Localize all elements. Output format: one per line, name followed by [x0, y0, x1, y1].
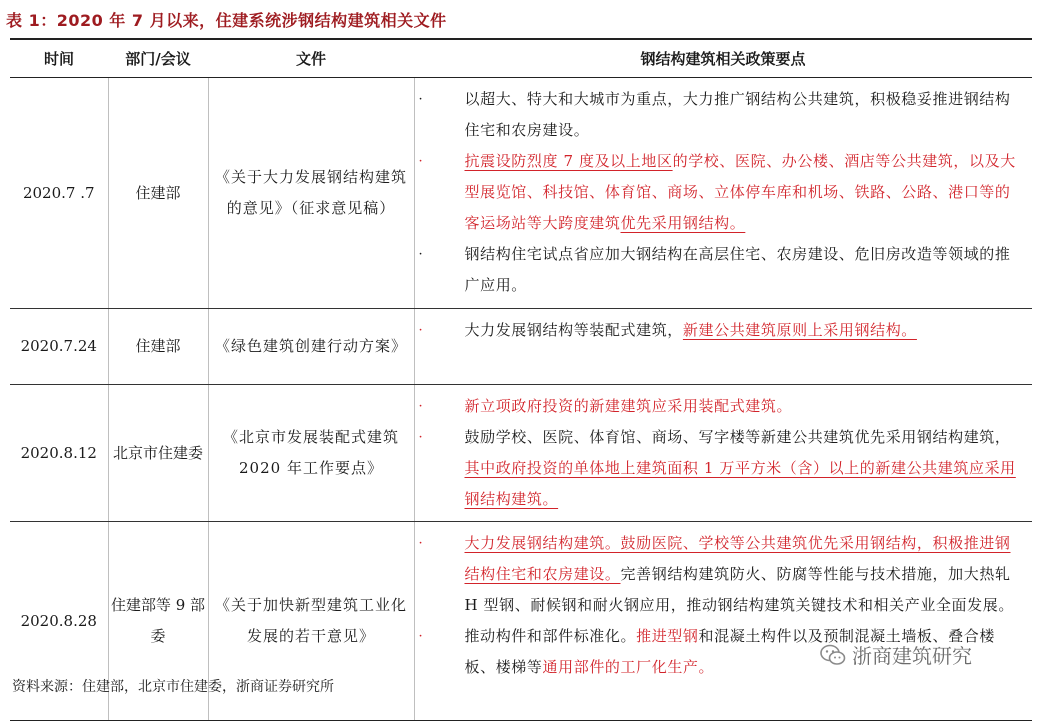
header-points: 钢结构建筑相关政策要点 [414, 39, 1032, 78]
bullet-text-part: 大力发展钢结构建筑。鼓励医院、学校等公共建筑优先采用钢结构，积极推进钢结构住宅和农房建设。 [464, 534, 1011, 583]
bullet-text-part: 新建公共建筑原则上采用钢结构。 [682, 321, 917, 339]
table-row [10, 78, 1032, 309]
wechat-watermark [820, 640, 972, 669]
row-doc: 《北京市发展装配式建筑 2020 年工作要点》 [208, 385, 414, 522]
bullet-text [465, 84, 1019, 146]
wechat-icon [820, 644, 846, 666]
row-points [414, 385, 1032, 522]
row-dept: 北京市住建委 [108, 385, 208, 522]
bullet-text-part: 和混凝土构件以及预制混凝土墙板、叠合楼板、楼梯等 [464, 627, 995, 676]
bullet-dot: · [418, 629, 423, 644]
header-doc: 文件 [208, 39, 414, 78]
bullet-dot: · [418, 430, 423, 445]
row-dept: 住建部 [108, 309, 208, 385]
header-dept: 部门/会议 [108, 39, 208, 78]
bullet-text-part: 鼓励学校、医院、体育馆、商场、写字楼等新建公共建筑优先采用钢结构建筑， [464, 428, 1011, 446]
bullet-dot: · [418, 154, 423, 169]
row-doc: 《关于加快新型建筑工业化发展的若干意见》 [208, 522, 414, 721]
bullet-text [465, 528, 1019, 621]
bullet-text-part: 新立项政府投资的新建建筑应采用装配式建筑。 [464, 397, 793, 415]
bullet-text-part: 通用部件的工厂化生产。 [542, 658, 715, 676]
bullet-dot: · [418, 247, 423, 262]
watermark-text: 浙商建筑研究 [852, 644, 972, 668]
row-dept: 住建部 [108, 78, 208, 309]
table-header-row [10, 39, 1032, 78]
bullet-text-part: 推进型钢 [636, 627, 699, 645]
bullet-dot: · [418, 92, 423, 107]
bullet-dot: · [418, 323, 423, 338]
policy-bullet [415, 146, 1019, 239]
row-points [414, 309, 1032, 385]
table-row [10, 385, 1032, 522]
bullet-text-part: 以超大、特大和大城市为重点，大力推广钢结构公共建筑，积极稳妥推进钢结构住宅和农房建设。 [464, 90, 1011, 139]
policy-bullet [415, 84, 1019, 146]
row-points [414, 522, 1032, 721]
header-time: 时间 [10, 39, 108, 78]
source-note: 资料来源：住建部，北京市住建委，浙商证券研究所 [12, 679, 334, 695]
row-date: 2020.8.28 [10, 522, 108, 721]
bullet-text-part: 优先采用钢结构。 [620, 214, 746, 232]
bullet-text-part: 推动构件和部件标准化。 [464, 627, 637, 645]
row-doc: 《关于大力发展钢结构建筑的意见》（征求意见稿） [208, 78, 414, 309]
bullet-text [465, 315, 1019, 346]
policy-bullet [415, 315, 1019, 346]
bullet-text [465, 391, 1019, 422]
row-dept: 住建部等 9 部委 [108, 522, 208, 721]
table-row [10, 309, 1032, 385]
bullet-text-part: 的学校、医院、办公楼、酒店等公共建筑，以及大型展览馆、科技馆、体育馆、商场、立体停车库和机场、铁路、公路、港口等的客运场站等大跨度建筑 [464, 152, 1016, 232]
bullet-text [465, 146, 1019, 239]
row-date: 2020.7.24 [10, 309, 108, 385]
bullet-text-part: 完善钢结构建筑防火、防腐等性能与技术措施，加大热轧 H 型钢、耐候钢和耐火钢应用，推动钢结构建筑关键技术和相关产业全面发展。 [464, 565, 1014, 614]
bullet-dot: · [418, 399, 423, 414]
row-date: 2020.8.12 [10, 385, 108, 522]
row-points [414, 78, 1032, 309]
bullet-text-part: 钢结构住宅试点省应加大钢结构在高层住宅、农房建设、危旧房改造等领域的推广应用。 [464, 245, 1011, 294]
policy-bullet [415, 391, 1019, 422]
table-title: 表 1：2020 年 7 月以来，住建系统涉钢结构建筑相关文件 [6, 11, 447, 30]
row-date: 2020.7 .7 [10, 78, 108, 309]
bullet-text-part: 其中政府投资的单体地上建筑面积 1 万平方米（含）以上的新建公共建筑应采用钢结构建筑。 [464, 459, 1016, 508]
bullet-text [465, 239, 1019, 301]
bullet-text-part: 抗震设防烈度 7 度及以上地区 [464, 152, 673, 170]
policy-bullet [415, 239, 1019, 301]
policy-bullet [415, 422, 1019, 515]
policy-bullet [415, 528, 1019, 621]
bullet-dot: · [418, 536, 423, 551]
row-doc: 《绿色建筑创建行动方案》 [208, 309, 414, 385]
bullet-text-part: 大力发展钢结构等装配式建筑， [464, 321, 683, 339]
policy-table [10, 38, 1032, 721]
bullet-text [465, 422, 1019, 515]
